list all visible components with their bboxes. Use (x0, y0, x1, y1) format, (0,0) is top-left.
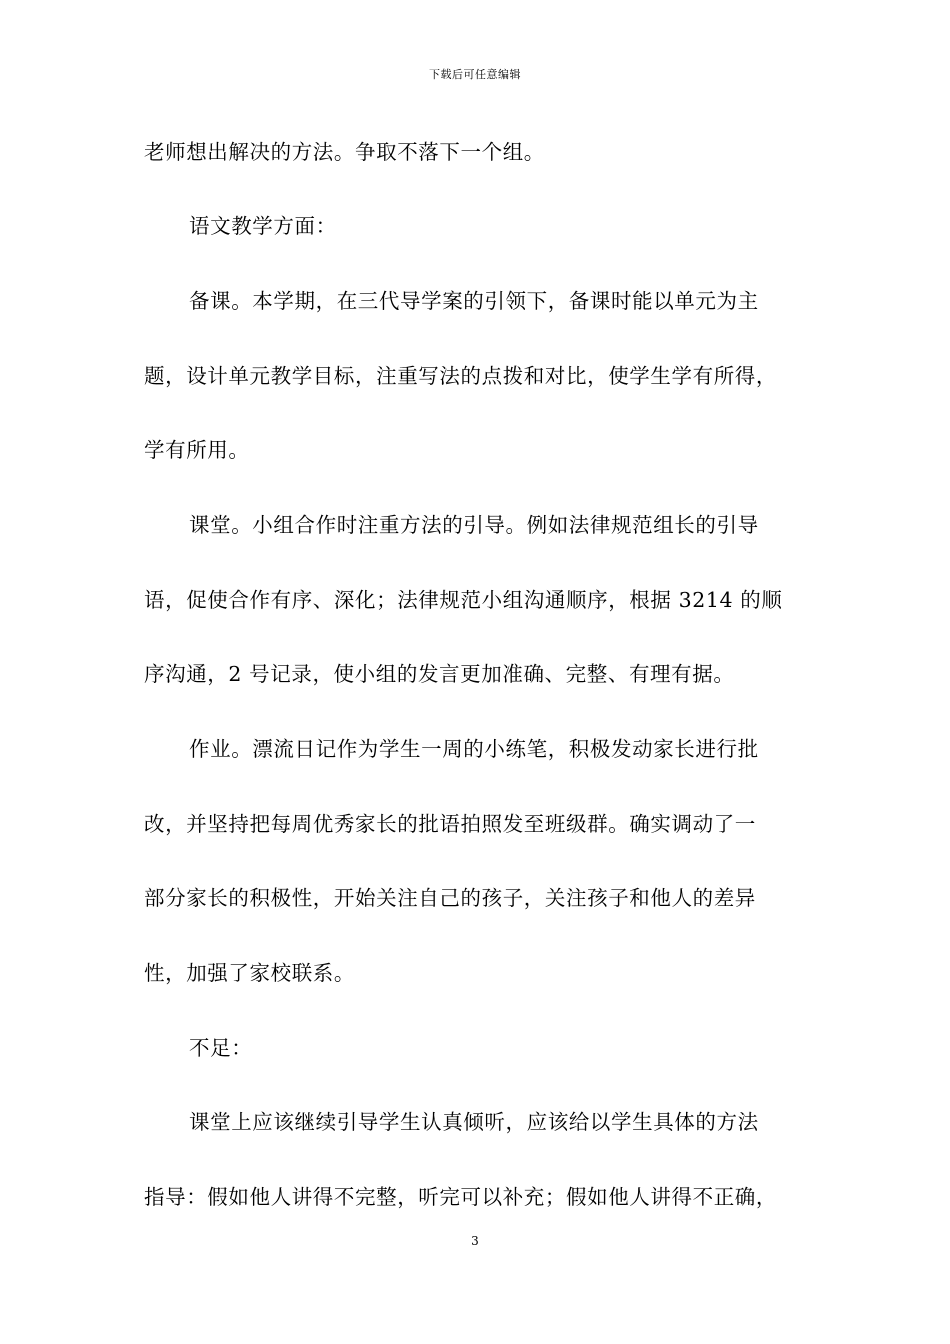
paragraph-shortcomings-line-2: 指导：假如他人讲得不完整，听完可以补充；假如他人讲得不正确， (144, 1185, 777, 1209)
paragraph-homework-line-3: 部分家长的积极性，开始关注自己的孩子，关注孩子和他人的差异 (144, 886, 756, 910)
paragraph-lesson-prep-line-2: 题，设计单元教学目标，注重写法的点拨和对比，使学生学有所得， (144, 364, 777, 388)
paragraph-classroom-line-2: 语，促使合作有序、深化；法律规范小组沟通顺序，根据 3214 的顺 (144, 588, 783, 612)
paragraph-classroom-line-3: 序沟通，2 号记录，使小组的发言更加准确、完整、有理有据。 (144, 662, 735, 686)
paragraph-lesson-prep-line-3: 学有所用。 (144, 438, 250, 462)
paragraph-classroom-line-1: 课堂。小组合作时注重方法的引导。例如法律规范组长的引导 (189, 513, 759, 537)
page-header: 下载后可任意编辑 (429, 68, 521, 81)
paragraph-lesson-prep-line-1: 备课。本学期，在三代导学案的引领下，备课时能以单元为主 (189, 289, 759, 313)
body-line: 老师想出解决的方法。争取不落下一个组。 (144, 140, 545, 164)
paragraph-shortcomings-line-1: 课堂上应该继续引导学生认真倾听，应该给以学生具体的方法 (189, 1110, 759, 1134)
section-heading-shortcomings: 不足： (189, 1036, 253, 1060)
paragraph-homework-line-2: 改，并坚持把每周优秀家长的批语拍照发至班级群。确实调动了一 (144, 812, 756, 836)
paragraph-homework-line-4: 性，加强了家校联系。 (144, 961, 355, 985)
paragraph-homework-line-1: 作业。漂流日记作为学生一周的小练笔，积极发动家长进行批 (189, 737, 759, 761)
section-heading-chinese-teaching: 语文教学方面： (189, 214, 337, 238)
page-number: 3 (471, 1234, 479, 1248)
